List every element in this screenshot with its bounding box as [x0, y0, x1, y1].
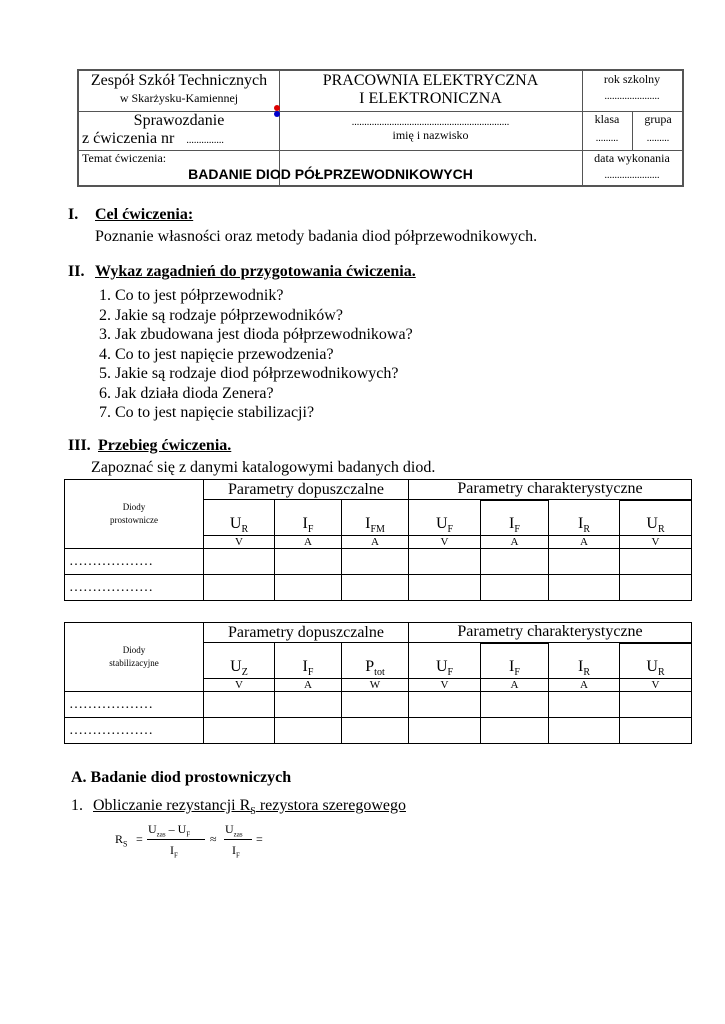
formula-lhs — [115, 832, 127, 848]
list-item: 1. Co to jest półprzewodnik? — [99, 287, 284, 304]
list-item: 7. Co to jest napięcie stabilizacji? — [99, 404, 315, 421]
param-symbol — [481, 643, 549, 679]
topic-label: Temat ćwiczenia: — [82, 151, 167, 165]
value-cell[interactable] — [204, 718, 275, 744]
symbol-sub: F — [514, 524, 520, 535]
item-text — [93, 797, 406, 818]
symbol-main: U — [230, 657, 242, 675]
diode-name-field[interactable]: ……………… — [65, 575, 204, 601]
fraction2-denominator — [232, 843, 240, 859]
param-unit: A — [275, 679, 342, 692]
value-cell[interactable] — [481, 575, 549, 601]
table-row — [65, 718, 692, 744]
section3-text: Zapoznać się z danymi katalogowymi badanych diod. — [91, 459, 436, 476]
symbol-main: I — [578, 657, 584, 675]
value-cell[interactable] — [204, 549, 275, 575]
date-label: data wykonania — [594, 151, 670, 165]
value-cell[interactable] — [409, 718, 481, 744]
section3-title: Przebieg ćwiczenia. — [98, 437, 232, 454]
date-field[interactable]: ...................... — [604, 170, 660, 181]
list-item: 3. Jak zbudowana jest dioda półprzewodnikowa? — [99, 326, 413, 343]
symbol-main: I — [365, 514, 371, 532]
symbol-sub: R — [241, 524, 249, 535]
value-cell[interactable] — [342, 575, 409, 601]
group-header: Parametry charakterystyczne — [409, 623, 692, 643]
minus-sign: – — [168, 822, 175, 836]
school-name: Zespół Szkół Technicznych — [90, 72, 268, 89]
symbol-main: U — [646, 514, 658, 532]
class-info — [582, 112, 632, 144]
exercise-number-field[interactable]: ............... — [186, 135, 224, 146]
symbol-sub: R — [657, 524, 665, 535]
date-info — [582, 151, 682, 181]
fraction1-denominator — [170, 843, 178, 859]
fraction-bar — [147, 839, 205, 840]
value-cell[interactable] — [481, 549, 549, 575]
param-unit: V — [204, 679, 275, 692]
list-item: 2. Jakie są rodzaje półprzewodników? — [99, 306, 343, 324]
topic-title: BADANIE DIOD PÓŁPRZEWODNIKOWYCH — [188, 166, 473, 182]
sectionA-title: A. Badanie diod prostowniczych — [71, 769, 292, 786]
value-cell[interactable] — [275, 718, 342, 744]
value-cell[interactable] — [342, 549, 409, 575]
school-year — [582, 72, 682, 102]
symbol-sub: FM — [370, 524, 385, 535]
symbol-sub: R — [657, 667, 665, 678]
den-sub: F — [236, 851, 240, 860]
group-label: grupa — [644, 112, 672, 126]
param-symbol — [342, 643, 409, 679]
value-cell[interactable] — [549, 549, 620, 575]
stabilizing-diodes-table — [64, 622, 692, 744]
symbol-sub: F — [514, 667, 520, 678]
header-table — [77, 69, 684, 187]
value-cell[interactable] — [275, 692, 342, 718]
value-cell[interactable] — [409, 549, 481, 575]
param-symbol — [481, 500, 549, 536]
exercise-number-row — [79, 130, 279, 148]
param-unit: V — [204, 536, 275, 549]
diode-name-field[interactable]: ……………… — [65, 692, 204, 718]
value-cell[interactable] — [342, 692, 409, 718]
table-corner — [65, 623, 204, 692]
param-symbol — [275, 643, 342, 679]
value-cell[interactable] — [481, 718, 549, 744]
section3-number: III. — [68, 437, 91, 454]
value-cell[interactable] — [620, 692, 692, 718]
symbol-main: I — [302, 514, 308, 532]
student-name — [279, 117, 582, 143]
param-unit: V — [409, 679, 481, 692]
param-unit: V — [620, 536, 692, 549]
table-corner — [65, 480, 204, 549]
symbol-main: P — [365, 657, 375, 675]
name-field[interactable]: ............................................................... — [351, 117, 510, 128]
value-cell[interactable] — [481, 692, 549, 718]
equals-sign: = — [256, 832, 263, 846]
lab-name — [279, 72, 582, 108]
symbol-main: U — [646, 657, 658, 675]
section1-number: I. — [68, 206, 79, 223]
exercise-number-label: z ćwiczenia nr — [82, 130, 175, 147]
section2-title: Wykaz zagadnień do przygotowania ćwiczenia. — [95, 263, 416, 280]
value-cell[interactable] — [620, 575, 692, 601]
symbol-sub: F — [447, 667, 454, 678]
lhs-sub: S — [123, 839, 128, 849]
value-cell[interactable] — [204, 575, 275, 601]
param-unit: V — [409, 536, 481, 549]
name-label: imię i nazwisko — [392, 128, 469, 142]
table-row — [65, 692, 692, 718]
value-cell[interactable] — [620, 549, 692, 575]
lhs-symbol: R — [115, 832, 124, 846]
table-row — [65, 575, 692, 601]
group-field[interactable]: ......... — [646, 133, 670, 144]
class-label: klasa — [594, 112, 620, 126]
param-unit: A — [481, 679, 549, 692]
value-cell[interactable] — [409, 575, 481, 601]
symbol-sub: tot — [374, 667, 385, 678]
param-symbol — [620, 500, 692, 536]
fraction1-numerator — [148, 822, 190, 838]
symbol-main: U — [435, 514, 448, 532]
value-cell[interactable] — [275, 549, 342, 575]
param-symbol — [342, 500, 409, 536]
param-unit: V — [620, 679, 692, 692]
group-header: Parametry charakterystyczne — [409, 480, 692, 500]
corner-line2: stabilizacyjne — [109, 658, 159, 668]
diode-name-field[interactable]: ……………… — [65, 718, 204, 744]
school-location: w Skarżysku-Kamiennej — [119, 91, 239, 105]
class-field[interactable]: ......... — [595, 133, 619, 144]
list-item: 6. Jak działa dioda Zenera? — [99, 384, 274, 402]
value-cell[interactable] — [204, 692, 275, 718]
param-symbol — [549, 643, 620, 679]
group-header: Parametry dopuszczalne — [204, 623, 409, 643]
param-symbol — [549, 500, 620, 536]
param-unit: A — [549, 536, 620, 549]
item-sub: S — [250, 806, 256, 818]
section1-text: Poznanie własności oraz metody badania diod półprzewodnikowych. — [95, 228, 538, 245]
param-symbol — [275, 500, 342, 536]
equals-sign: = — [136, 832, 143, 846]
value-cell[interactable] — [620, 718, 692, 744]
diode-name-field[interactable]: ……………… — [65, 549, 204, 575]
param-symbol — [204, 643, 275, 679]
year-label: rok szkolny — [603, 72, 661, 86]
rectifier-diodes-table — [64, 479, 692, 601]
blue-marker — [274, 111, 280, 117]
sectionA-item1 — [71, 797, 406, 817]
table-row — [65, 549, 692, 575]
symbol-sub: F — [447, 524, 454, 535]
symbol-sub: Z — [241, 667, 248, 678]
param-symbol — [620, 643, 692, 679]
param-unit: W — [342, 679, 409, 692]
topic — [82, 151, 579, 182]
param-unit: A — [481, 536, 549, 549]
symbol-main: I — [509, 514, 515, 532]
num-sub: F — [186, 830, 191, 839]
param-unit: A — [549, 679, 620, 692]
value-cell[interactable] — [549, 692, 620, 718]
report-info — [79, 112, 279, 148]
num-sub: zas — [233, 830, 243, 839]
corner-line2: prostownicze — [110, 515, 158, 525]
symbol-main: I — [578, 514, 584, 532]
item-text-b: rezystora szeregowego — [255, 797, 406, 814]
param-unit: A — [275, 536, 342, 549]
num-symbol: U — [177, 822, 187, 836]
symbol-sub: R — [583, 667, 590, 678]
symbol-sub: F — [307, 667, 314, 678]
report-label: Sprawozdanie — [133, 112, 225, 129]
value-cell[interactable] — [342, 718, 409, 744]
corner-line1: Diody — [122, 645, 146, 655]
value-cell[interactable] — [275, 575, 342, 601]
school-info — [79, 72, 279, 106]
symbol-main: I — [302, 657, 308, 675]
approx-sign: ≈ — [210, 832, 217, 846]
den-symbol: I — [232, 843, 236, 857]
group-info — [633, 112, 683, 144]
symbol-main: U — [229, 514, 242, 532]
den-sub: F — [174, 851, 178, 860]
param-symbol — [409, 500, 481, 536]
fraction-bar — [224, 839, 252, 840]
symbol-sub: R — [583, 524, 590, 535]
lab-line1: PRACOWNIA ELEKTRYCZNA — [322, 72, 539, 89]
param-unit: A — [342, 536, 409, 549]
item-text-a: Obliczanie rezystancji R — [93, 797, 251, 814]
lab-line2: I ELEKTRONICZNA — [359, 90, 502, 107]
fraction2-numerator — [225, 822, 243, 838]
section2-number: II. — [68, 263, 85, 280]
list-item: 5. Jakie są rodzaje diod półprzewodnikowych? — [99, 365, 399, 382]
group-header: Parametry dopuszczalne — [204, 480, 409, 500]
param-symbol — [409, 643, 481, 679]
list-item: 4. Co to jest napięcie przewodzenia? — [99, 345, 334, 363]
question-list — [99, 286, 413, 423]
value-cell[interactable] — [409, 692, 481, 718]
section1-title: Cel ćwiczenia: — [95, 206, 194, 223]
item-number: 1. — [71, 797, 83, 814]
year-field[interactable]: ...................... — [604, 91, 660, 102]
symbol-sub: F — [307, 524, 314, 535]
num-symbol: U — [148, 822, 157, 836]
den-symbol: I — [170, 843, 174, 857]
symbol-main: U — [435, 657, 448, 675]
corner-line1: Diody — [122, 502, 146, 512]
symbol-main: I — [509, 657, 515, 675]
num-symbol: U — [225, 822, 234, 836]
value-cell[interactable] — [549, 718, 620, 744]
value-cell[interactable] — [549, 575, 620, 601]
param-symbol — [204, 500, 275, 536]
num-sub: zas — [156, 830, 166, 839]
